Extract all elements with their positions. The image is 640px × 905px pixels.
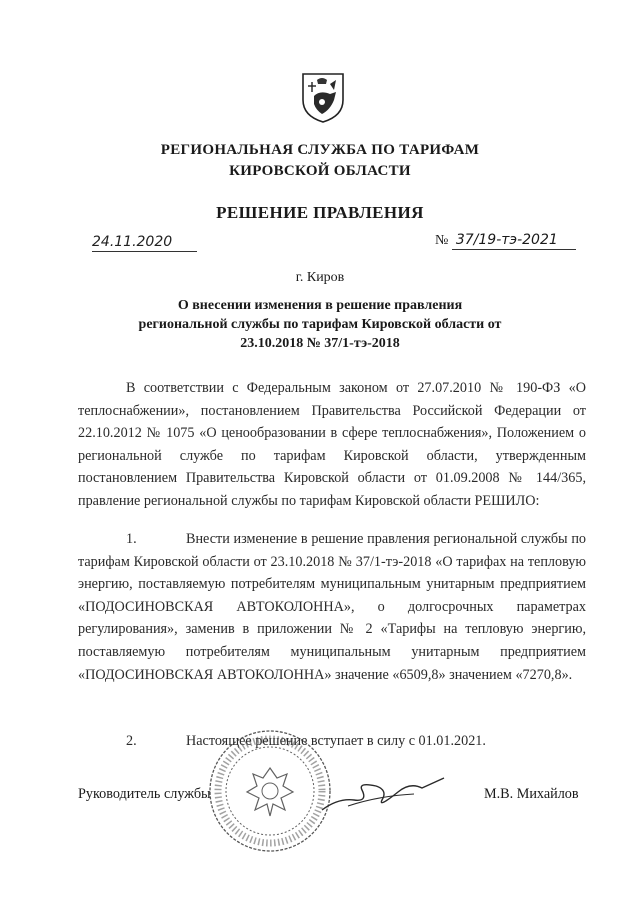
handwritten-signature <box>318 770 448 816</box>
subject-line-1: О внесении изменения в решение правления <box>177 298 463 313</box>
signatory-name: М.В. Михайлов <box>484 786 579 802</box>
document-date: 24.11.2020 <box>92 234 197 252</box>
organization-line-2: КИРОВСКОЙ ОБЛАСТИ <box>229 163 411 179</box>
preamble-paragraph: В соответствии с Федеральным законом от 27.07.2010 № 190-ФЗ «О теплоснабжении», постановлением Правительства Российской Федерации от 22.10.2012 № 1075 «О ценообразовании в сфере теплоснабжения», Положением о региональной службе по тарифам Кировской области, утвержденным постановлением Правительства Кировской области от 01.09.2008 № 144/365, правление региональной службы по тарифам Кировской области РЕШИЛО: <box>78 380 586 509</box>
organization-line-1: РЕГИОНАЛЬНАЯ СЛУЖБА ПО ТАРИФАМ <box>160 142 480 158</box>
item-1-text: Внести изменение в решение правления региональной службы по тарифам Кировской области от 23.10.2018 № 37/1-тэ-2018 «О тарифах на тепловую энергию, поставляемую потребителям муниципальным унитарным предприятием «ПОДОСИНОВСКАЯ АВТОКОЛОННА», о долгосрочных параметрах регулирования», заменив в приложении № 2 «Тарифы на тепловую энергию, поставляемую потребителям муниципальным унитарным предприятием «ПОДОСИНОВСКАЯ АВТОКОЛОННА» значение «6509,8» значением «7270,8». <box>78 531 586 683</box>
item-1-block <box>78 528 586 686</box>
subject-line-2: региональной службы по тарифам Кировской области от <box>138 317 502 332</box>
item-1-paragraph <box>78 528 586 686</box>
document-number <box>435 232 576 250</box>
kirov-coat-of-arms-icon <box>300 70 346 124</box>
document-title: РЕШЕНИЕ ПРАВЛЕНИЯ <box>216 203 424 222</box>
number-sign: № <box>435 233 449 248</box>
preamble-block <box>78 377 586 513</box>
official-seal-stamp <box>207 728 333 854</box>
signatory-position: Руководитель службы <box>78 786 211 802</box>
number-value: 37/19-тэ-2021 <box>452 232 576 250</box>
item-1-number: 1. <box>126 531 137 547</box>
subject-line-3: 23.10.2018 № 37/1-тэ-2018 <box>240 336 400 351</box>
item-2-text: Настоящее решение вступает в силу с 01.01.2021. <box>186 733 486 749</box>
organization-name <box>0 140 640 182</box>
item-2-number: 2. <box>126 733 137 749</box>
city: г. Киров <box>295 270 345 285</box>
document-subject <box>120 296 520 353</box>
